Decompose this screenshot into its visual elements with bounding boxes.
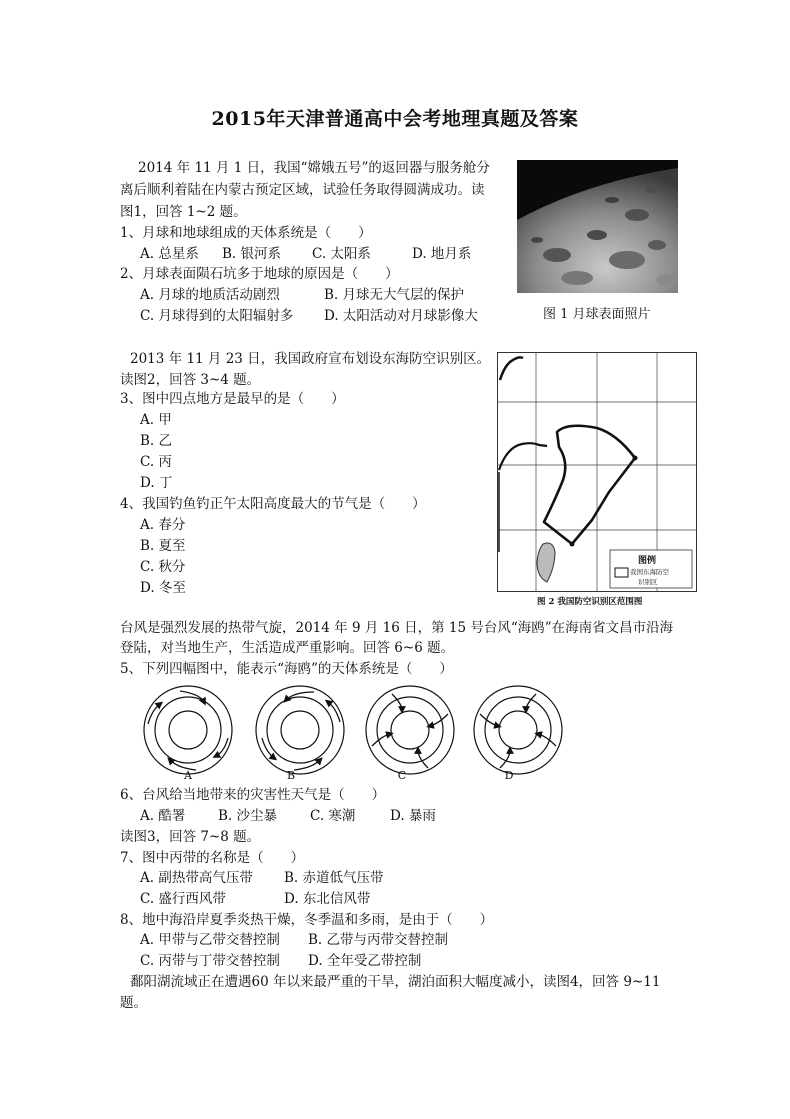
question-2-stem: 2、月球表面陨石坑多于地球的原因是（ ）	[120, 266, 399, 282]
question-4-option-b: B. 夏至	[140, 538, 186, 554]
intro5-line-1: 鄱阳湖流域正在遭遇60 年以来最严重的干旱，湖泊面积大幅度减小，读图4，回答 9~11	[130, 974, 661, 990]
intro1-line-2: 离后顺利着陆在内蒙古预定区域，试验任务取得圆满成功。读	[120, 182, 485, 198]
question-7-option-a: A. 副热带高气压带	[140, 870, 253, 886]
intro5-line-2: 题。	[120, 995, 147, 1011]
intro2-line-1: 2013 年 11 月 23 日，我国政府宣布划设东海防空识别区。	[130, 351, 491, 367]
cyclone-diagram-c	[362, 682, 458, 778]
question-6-stem: 6、台风给当地带来的灾害性天气是（ ）	[120, 787, 386, 803]
question-7-option-d: D. 东北信风带	[284, 891, 371, 907]
moon-surface-photo	[517, 160, 678, 293]
cyclone-label-b: B	[286, 769, 296, 782]
question-4-option-c: C. 秋分	[140, 559, 186, 575]
map-legend-title: 图例	[638, 556, 657, 566]
question-7-option-c: C. 盛行西风带	[140, 891, 226, 907]
question-6-option-a: A. 酷署	[140, 808, 186, 824]
question-2-option-b: B. 月球无大气层的保护	[324, 287, 465, 303]
question-1-stem: 1、月球和地球组成的天体系统是（ ）	[120, 225, 372, 241]
question-8-option-a: A. 甲带与乙带交替控制	[140, 932, 280, 948]
question-8-option-d: D. 全年受乙带控制	[308, 953, 422, 969]
question-4-stem: 4、我国钓鱼钓正午太阳高度最大的节气是（ ）	[120, 496, 426, 512]
cyclone-diagram-b	[252, 682, 348, 778]
question-2-option-c: C. 月球得到的太阳辐射多	[140, 308, 294, 324]
intro1-line-3: 图1，回答 1~2 题。	[120, 204, 247, 220]
intro2-line-2: 读图2，回答 3~4 题。	[120, 372, 261, 388]
question-8-stem: 8、地中海沿岸夏季炎热干燥，冬季温和多雨，是由于（ ）	[120, 912, 494, 928]
question-3-option-b: B. 乙	[140, 433, 173, 449]
intro3-line-2: 登陆，对当地生产，生活造成严重影响。回答 6~6 题。	[120, 640, 455, 656]
adiz-map	[497, 352, 697, 592]
figure-2-caption: 图 2 我国防空识别区范围图	[537, 597, 643, 607]
question-3-option-c: C. 丙	[140, 454, 172, 470]
question-2-option-a: A. 月球的地质活动剧烈	[140, 287, 280, 303]
question-4-option-a: A. 春分	[140, 517, 186, 533]
intro1-line-1: 2014 年 11 月 1 日，我国“嫦娥五号”的返回器与服务舱分	[138, 160, 490, 176]
cyclone-label-d: D	[504, 769, 514, 782]
cyclone-diagram-a	[140, 682, 236, 778]
question-1-option-d: D. 地月系	[412, 246, 472, 262]
question-6-option-c: C. 寒潮	[310, 808, 356, 824]
cyclone-label-c: C	[397, 769, 407, 782]
question-6-option-d: D. 暴雨	[390, 808, 436, 824]
question-8-option-c: C. 丙带与丁带交替控制	[140, 953, 280, 969]
question-3-option-a: A. 甲	[140, 412, 172, 428]
intro3-line-1: 台风是强烈发展的热带气旋，2014 年 9 月 16 日，第 15 号台风“海鸥”在海南省文昌市沿海	[120, 620, 674, 636]
question-7-stem: 7、图中丙带的名称是（ ）	[120, 850, 305, 866]
question-2-option-d: D. 太阳活动对月球影像大	[324, 308, 478, 324]
question-5-stem: 5、下列四幅图中，能表示“海鸥”的天体系统是（ ）	[120, 661, 453, 677]
question-1-option-b: B. 银河系	[222, 246, 282, 262]
intro4-line: 读图3，回答 7~8 题。	[120, 829, 261, 845]
map-legend-item-line-1: 我国东海防空	[630, 568, 669, 576]
map-legend-item-line-2: 识别区	[638, 578, 658, 586]
question-4-option-d: D. 冬至	[140, 580, 186, 596]
question-3-stem: 3、图中四点地方是最早的是（ ）	[120, 391, 345, 407]
question-3-option-d: D. 丁	[140, 475, 173, 491]
question-1-option-a: A. 总星系	[140, 246, 199, 262]
question-7-option-b: B. 赤道低气压带	[284, 870, 384, 886]
question-8-option-b: B. 乙带与丙带交替控制	[308, 932, 449, 948]
question-1-option-c: C. 太阳系	[312, 246, 371, 262]
page-title: 2015年天津普通高中会考地理真题及答案	[211, 108, 579, 130]
question-6-option-b: B. 沙尘暴	[218, 808, 278, 824]
cyclone-diagram-d	[470, 682, 566, 778]
cyclone-label-a: A	[184, 769, 192, 782]
figure-1-caption: 图 1 月球表面照片	[543, 307, 651, 322]
